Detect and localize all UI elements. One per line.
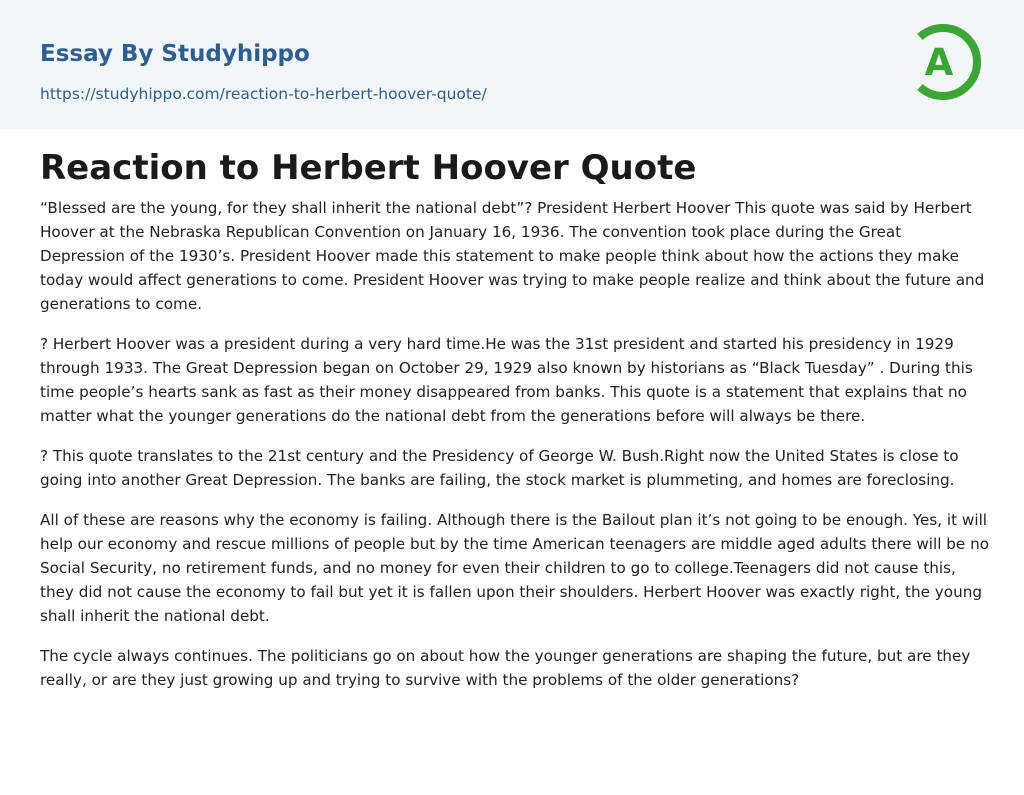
- article-body: [40, 129, 990, 708]
- article-url-link[interactable]: https://studyhippo.com/reaction-to-herbert-hoover-quote/: [40, 85, 487, 103]
- paragraph-1: “Blessed are the young, for they shall inherit the national debt”? President Herbert Hoover This quote was said by Herbert Hoover at the Nebraska Republican Convention on January 16, 1936. The convention took place during the Great Depression of the 1930’s. President Hoover made this statement to make people think about how the actions they make today would affect generations to come. President Hoover was trying to make people realize and think about the future and generations to come.: [40, 199, 985, 313]
- site-brand[interactable]: Essay By Studyhippo: [40, 41, 310, 67]
- paragraph-3: ? This quote translates to the 21st century and the Presidency of George W. Bush.Right now the United States is close to going into another Great Depression. The banks are failing, the stock market is plummeting, and homes are foreclosing.: [40, 447, 959, 489]
- site-header: [0, 0, 1024, 129]
- paragraph-5: The cycle always continues. The politicians go on about how the younger generations are shaping the future, but are they really, or are they just growing up and trying to survive with the problems of the older generations?: [40, 647, 971, 689]
- studyhippo-logo-icon[interactable]: [911, 19, 987, 105]
- paragraph-2: ? Herbert Hoover was a president during a very hard time.He was the 31st president and started his presidency in 1929 through 1933. The Great Depression began on October 29, 1929 also known by historians as “Black Tuesday” . During this time people’s hearts sank as fast as their money disappeared from banks. This quote is a statement that explains that no matter what the younger generations do the national debt from the generations before will always be there.: [40, 335, 973, 425]
- logo-letter: A: [924, 41, 954, 84]
- article-title: Reaction to Herbert Hoover Quote: [40, 148, 697, 188]
- paragraph-4: All of these are reasons why the economy is failing. Although there is the Bailout plan it’s not going to be enough. Yes, it will help our economy and rescue millions of people but by the time American teenagers are middle aged adults there will be no Social Security, no retirement funds, and no money for even their children to go to college.Teenagers did not cause this, they did not cause the economy to fail but yet it is fallen upon their shoulders. Herbert Hoover was exactly right, the young shall inherit the national debt.: [40, 511, 989, 625]
